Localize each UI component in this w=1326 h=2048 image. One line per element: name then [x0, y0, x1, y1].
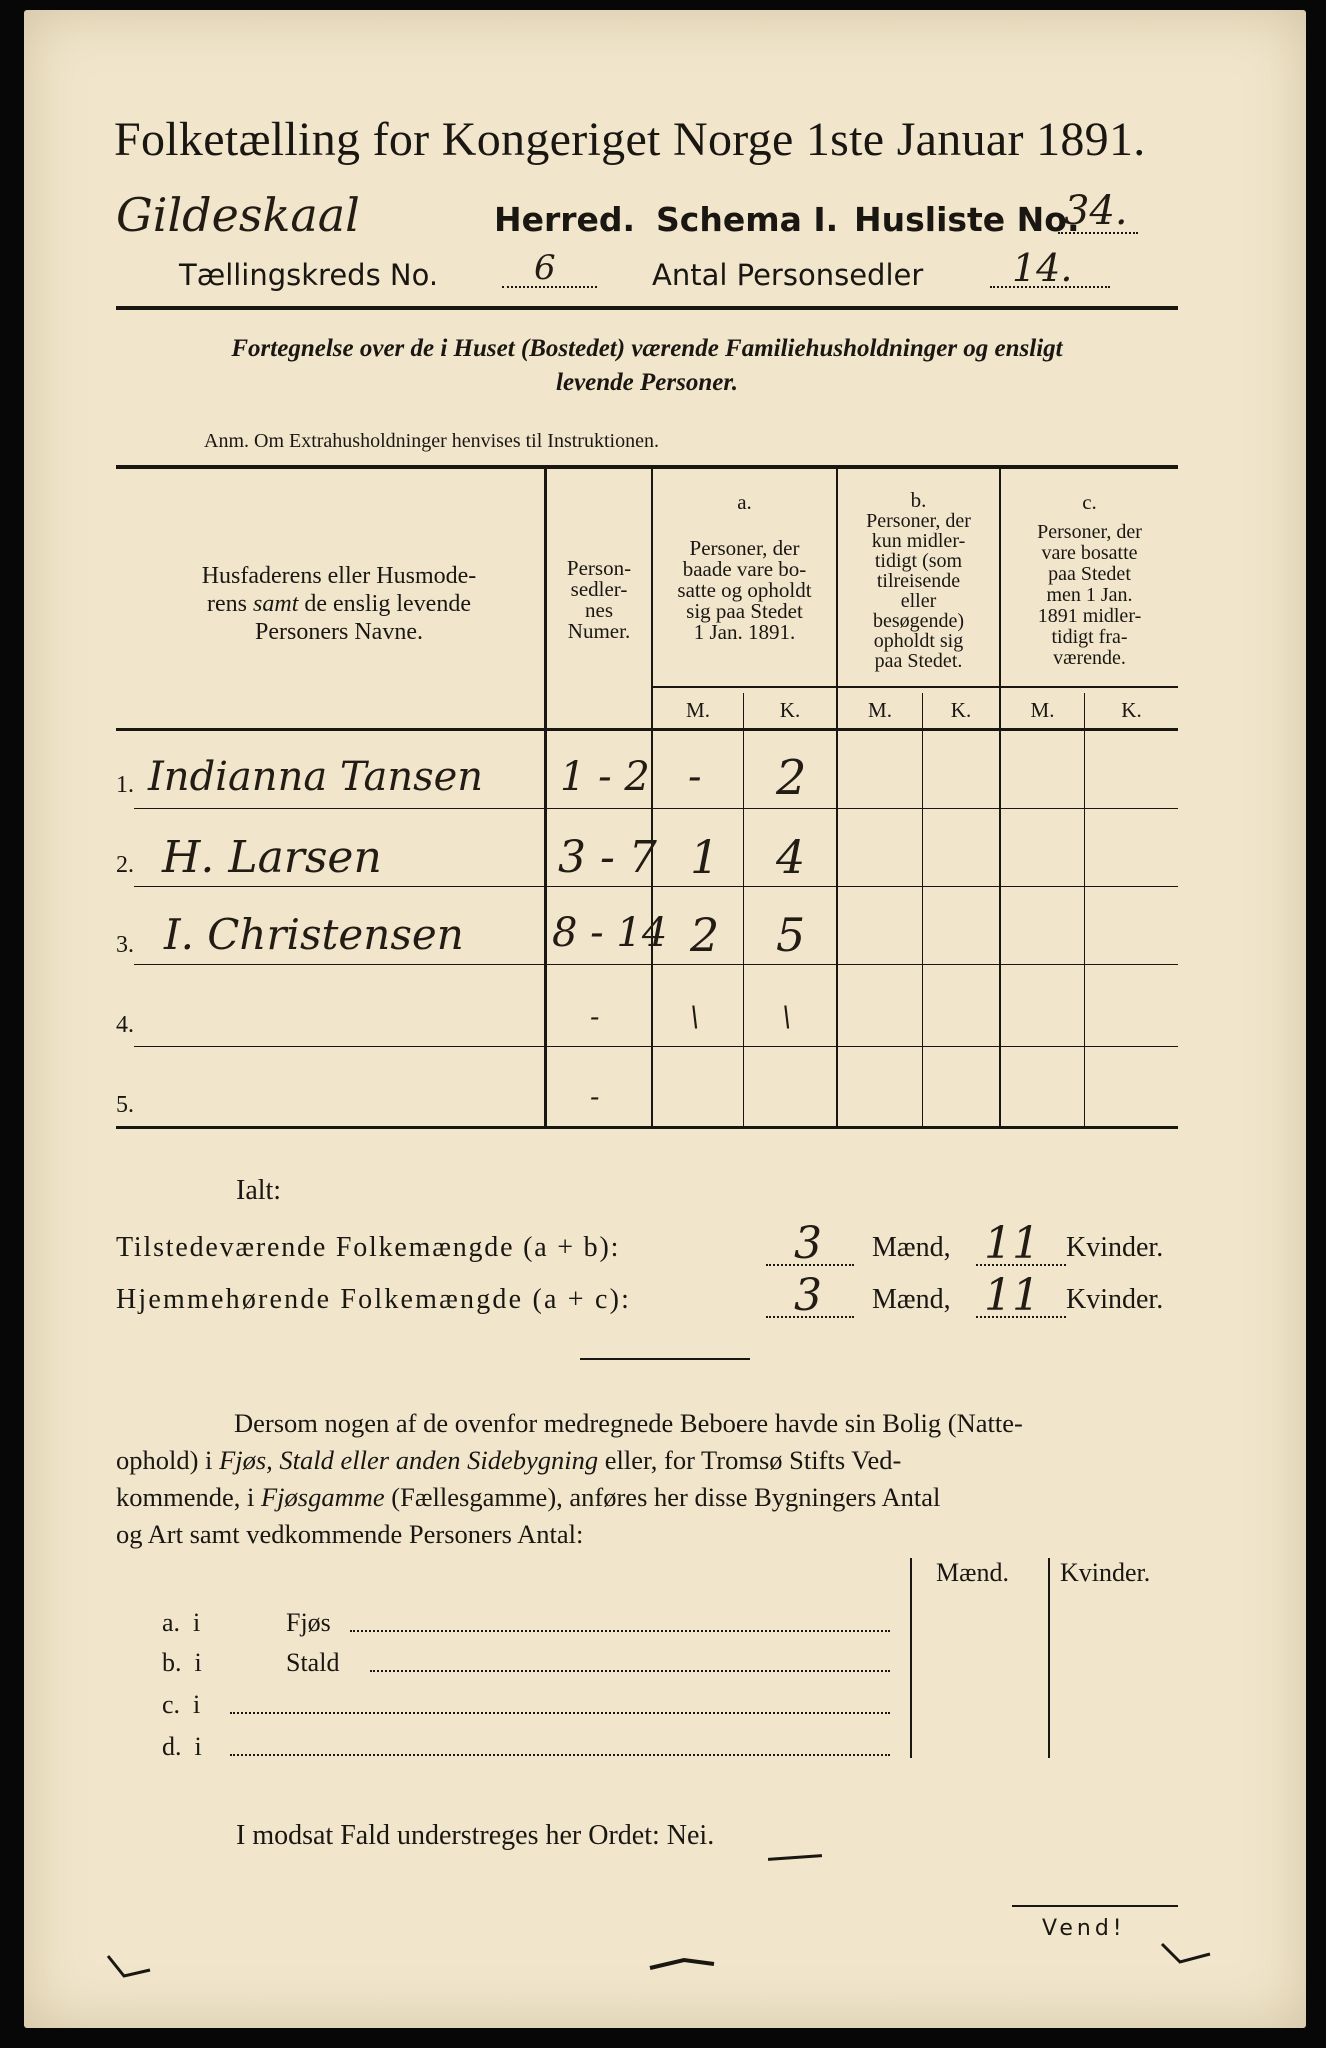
buildings-p3: [116, 1479, 1178, 1516]
buildings-col-divider-1: [910, 1558, 912, 1758]
table-row-2-name: H. Larsen: [162, 832, 382, 883]
buildings-row-b-label: Stald: [286, 1648, 340, 1677]
hjem-k-value: 11: [984, 1270, 1040, 1321]
buildings-row-d-letter: d. i: [162, 1732, 202, 1761]
buildings-p3b: Fjøsgamme: [261, 1482, 385, 1512]
col-header-a-l2: baade vare bo-: [682, 557, 807, 581]
col-header-b-l7: opholdt sig: [873, 630, 964, 652]
buildings-row-b-dots: [370, 1670, 890, 1672]
col-header-c-l5: 1891 midler-: [1037, 605, 1142, 627]
buildings-row-d-dots: [230, 1754, 890, 1756]
buildings-row-a-dots: [350, 1630, 890, 1632]
kreds-value: 6: [534, 248, 556, 288]
herred-label: Herred.: [494, 200, 636, 239]
buildings-p4: og Art samt vedkommende Personers Antal:: [116, 1519, 584, 1549]
intro-heading-line1: Fortegnelse over de i Huset (Bostedet) værende Familiehusholdninger og ensligt: [231, 335, 1063, 362]
corner-mark-right: [1154, 1936, 1224, 1976]
buildings-p1: Dersom nogen af de ovenfor medregnede Beboere havde sin Bolig (Natte-: [234, 1408, 1023, 1438]
corner-mark-left: [102, 1950, 162, 1990]
tilst-maend: Mænd,: [872, 1232, 951, 1263]
table-top-rule: [116, 465, 1178, 469]
col-header-num-l2: sedler-: [570, 577, 628, 601]
buildings-row-b-letter: b. i: [162, 1648, 202, 1677]
buildings-p2b: Fjøs, Stald eller anden Sidebygning: [219, 1445, 599, 1475]
row-line-1: [134, 808, 1178, 809]
table-row-5-no: 5.: [116, 1092, 134, 1118]
col-header-names-l2b: samt: [253, 591, 299, 617]
table-row-4-a-m: \: [690, 1000, 700, 1033]
col-header-num: [547, 558, 651, 642]
husliste-label: Husliste No.: [854, 200, 1080, 239]
buildings-row-a-label: Fjøs: [286, 1608, 331, 1637]
header-b-m: M.: [868, 698, 892, 722]
buildings-col-divider-2: [1048, 1558, 1050, 1758]
table-row-4-no: 4.: [116, 1012, 134, 1038]
col-header-names-l1: Husfaderens eller Husmode-: [201, 563, 477, 589]
col-header-b: [838, 511, 999, 671]
hjem-maend: Mænd,: [872, 1284, 951, 1315]
table-row-1-name: Indianna Tansen: [148, 754, 484, 800]
intro-heading: [116, 332, 1178, 400]
hjem-m-value: 3: [794, 1270, 822, 1321]
page-title: Folketælling for Kongeriget Norge 1ste Januar 1891.: [114, 113, 1146, 166]
col-header-c-l3: paa Stedet: [1048, 563, 1131, 585]
table-row-1-a-m: -: [688, 754, 702, 800]
table-row-1-no: 1.: [116, 772, 134, 798]
table-row-1-a-k: 2: [776, 750, 807, 806]
table-row-4-a-k: \: [782, 1000, 792, 1033]
census-form: [24, 10, 1306, 2028]
mk-rule: [653, 686, 1178, 688]
col-header-c-l7: værende.: [1053, 647, 1126, 669]
col-header-names-l2: [134, 590, 544, 618]
row-line-3: [134, 964, 1178, 965]
kreds-label: Tællingskreds No.: [179, 258, 439, 292]
table-row-3-a-k: 5: [776, 908, 806, 962]
anm-note: Anm. Om Extrahusholdninger henvises til Instruktionen.: [204, 430, 659, 452]
table-row-2-a-k: 4: [776, 830, 806, 884]
ialt-label: Ialt:: [236, 1175, 282, 1206]
corner-mark-center: [644, 1950, 724, 1980]
col-header-a-letter: a.: [737, 490, 752, 514]
header-a-m: M.: [686, 698, 710, 722]
tilst-label: Tilstedeværende Folkemængde (a + b):: [116, 1232, 621, 1263]
table-bottom-rule: [116, 1126, 1178, 1129]
table-row-4-num: -: [590, 1000, 600, 1033]
col-header-b-l1: Personer, der: [866, 510, 971, 532]
table-row-3-a-m: 2: [690, 908, 720, 962]
tilst-kvinder: Kvinder.: [1066, 1232, 1164, 1263]
table-row-2-no: 2.: [116, 852, 134, 878]
husliste-value: 34.: [1064, 188, 1128, 234]
antal-label: Antal Personsedler: [652, 258, 924, 292]
table-row-3-no: 3.: [116, 932, 134, 958]
herred-value: Gildeskaal: [116, 188, 360, 242]
col-header-b-l2: kun midler-: [871, 530, 966, 552]
buildings-p2c: eller, for Tromsø Stifts Ved-: [598, 1445, 902, 1475]
col-header-names-l3: Personers Navne.: [255, 619, 423, 645]
nei-underline: [768, 1854, 822, 1861]
buildings-row-c-letter: c. i: [162, 1690, 201, 1719]
vend-label: Vend!: [1042, 1916, 1126, 1941]
buildings-p3c: (Fællesgamme), anføres her disse Bygningers Antal: [384, 1482, 941, 1512]
row-line-4: [134, 1046, 1178, 1047]
col-header-b-l8: paa Stedet.: [874, 650, 963, 672]
col-header-b-l6: besøgende): [872, 610, 965, 632]
buildings-p2a: ophold) i: [116, 1445, 220, 1475]
hjem-label: Hjemmehørende Folkemængde (a + c):: [116, 1284, 632, 1315]
col-header-a-l1: Personer, der: [689, 536, 800, 560]
header-a-k: K.: [779, 698, 801, 722]
buildings-row-c-dots: [230, 1712, 890, 1714]
buildings-kvinder-head: Kvinder.: [1060, 1558, 1151, 1587]
hjem-kvinder: Kvinder.: [1066, 1284, 1164, 1315]
tilst-k-value: 11: [984, 1218, 1040, 1269]
buildings-paragraph: [116, 1405, 1178, 1553]
header-c-k: K.: [1121, 698, 1142, 722]
col-header-names-l2c: de enslig levende: [298, 591, 471, 617]
table-row-5-num: -: [590, 1080, 600, 1113]
col-header-a-l3: satte og opholdt: [677, 578, 812, 602]
buildings-p3a: kommende, i: [116, 1482, 261, 1512]
table-row-3-name: I. Christensen: [164, 910, 464, 959]
col-header-c-letter: c.: [1082, 490, 1097, 514]
col-header-num-l3: nes: [585, 598, 613, 622]
col-header-names-l2a: rens: [207, 591, 254, 617]
buildings-maend-head: Mænd.: [936, 1558, 1009, 1587]
col-header-a-l4: sig paa Stedet: [686, 599, 803, 623]
table-row-1-num: 1 - 2: [560, 754, 650, 800]
col-header-c-l1: Personer, der: [1037, 521, 1142, 543]
col-header-a: [653, 538, 836, 643]
buildings-row-a-letter: a. i: [162, 1608, 201, 1637]
header-c-m: M.: [1030, 698, 1055, 722]
vend-rule: [1012, 1905, 1178, 1907]
col-header-c: [1001, 522, 1178, 669]
col-header-b-l4: tilreisende: [876, 570, 961, 592]
col-header-a-l5: 1 Jan. 1891.: [693, 620, 796, 644]
header-b-k: K.: [950, 698, 972, 722]
col-header-c-l6: tidigt fra-: [1051, 626, 1128, 648]
col-header-b-l5: eller: [900, 590, 937, 612]
antal-value: 14.: [1012, 246, 1073, 290]
col-header-num-l1: Person-: [566, 556, 632, 580]
table-row-3-num: 8 - 14: [552, 910, 668, 956]
tilst-m-value: 3: [794, 1218, 822, 1269]
col-header-b-letter: b.: [910, 488, 927, 512]
table-header-bottom-rule: [116, 728, 1178, 731]
buildings-p2: [116, 1442, 1178, 1479]
mk-divider-c: [1084, 693, 1085, 1126]
mk-divider-b: [922, 693, 923, 1126]
row-line-2: [134, 886, 1178, 887]
table-row-2-a-m: 1: [690, 830, 720, 884]
col-header-c-l4: men 1 Jan.: [1046, 584, 1133, 606]
intro-heading-line2: levende Personer.: [556, 369, 738, 396]
modsat-text: I modsat Fald understreges her Ordet: Nei.: [236, 1820, 715, 1851]
title-rule: [116, 306, 1178, 310]
col-header-num-l4: Numer.: [567, 619, 631, 643]
table-row-2-num: 3 - 7: [558, 832, 657, 883]
schema-label: Schema I.: [656, 200, 839, 239]
section-divider: [580, 1358, 750, 1360]
col-header-b-l3: tidigt (som: [874, 550, 963, 572]
col-header-names: [134, 562, 544, 646]
mk-divider-a: [743, 693, 744, 1126]
col-header-c-l2: vare bosatte: [1041, 542, 1138, 564]
